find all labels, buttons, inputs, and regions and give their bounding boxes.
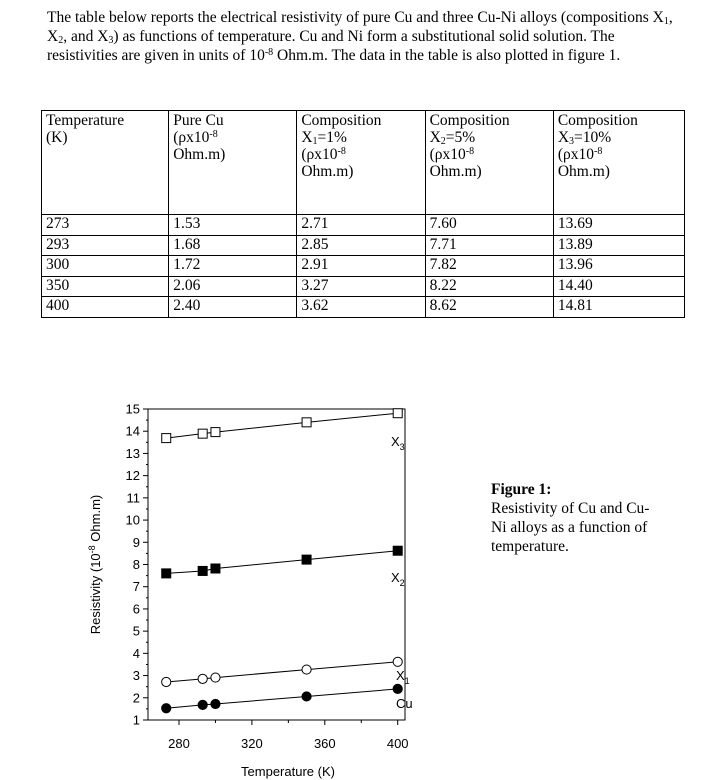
data-point-x3 bbox=[162, 434, 171, 443]
data-point-x1 bbox=[302, 665, 311, 674]
header-pure-cu: Pure Cu ($\rho x10^{-8}$ Ohm.m) bbox=[169, 111, 297, 215]
data-point-cu bbox=[198, 700, 207, 709]
table-row bbox=[42, 276, 685, 297]
header-x1: Composition $X_1=1\%$ ($\rho x10^{-8}$ Ohm.m) bbox=[297, 111, 425, 215]
data-point-cu bbox=[162, 704, 171, 713]
table-row bbox=[42, 215, 685, 236]
cell-x2: 7.60 bbox=[425, 215, 553, 236]
y-tick-label: 3 bbox=[132, 668, 140, 684]
cell-cu: 2.40 bbox=[169, 297, 297, 318]
data-point-cu bbox=[393, 684, 402, 693]
y-axis-label: Resistivity ($10^{-8}$ Ohm.m) bbox=[87, 494, 103, 635]
cell-temperature: 400 bbox=[42, 297, 169, 318]
cell-cu: 1.72 bbox=[169, 256, 297, 277]
y-tick-label: 11 bbox=[126, 490, 140, 506]
data-point-cu bbox=[302, 692, 311, 701]
y-tick-label: 9 bbox=[132, 534, 140, 550]
y-tick-label: 10 bbox=[125, 512, 140, 528]
y-tick-label: 13 bbox=[125, 445, 140, 461]
intro-paragraph: The table below reports the electrical resistivity of pure Cu and three Cu-Ni alloys (compositions $X_1$, $X_2$, and $X_3$) as functions of temperature. Cu and Ni form a substitutional solid solution. The resistivities are given in units of $10^{-8}$ Ohm.m. The data in the table is also plotted in figure 1. bbox=[47, 9, 673, 64]
cell-x1: 2.71 bbox=[297, 215, 425, 236]
caption-title: Figure 1: bbox=[491, 481, 552, 498]
cell-x3: 13.89 bbox=[553, 235, 684, 256]
table-row bbox=[42, 235, 685, 256]
table-row bbox=[42, 297, 685, 318]
cell-x3: 13.69 bbox=[553, 215, 684, 236]
cell-x1: 3.62 bbox=[297, 297, 425, 318]
table-row bbox=[42, 256, 685, 277]
data-point-x3 bbox=[211, 428, 220, 437]
cell-x3: 13.96 bbox=[553, 256, 684, 277]
x-tick-label: 360 bbox=[313, 736, 336, 751]
data-point-x2 bbox=[198, 566, 207, 575]
cell-x1: 2.91 bbox=[297, 256, 425, 277]
y-tick-label: 15 bbox=[125, 401, 140, 417]
x-tick-label: 320 bbox=[241, 736, 263, 751]
x-tick-label: 280 bbox=[168, 736, 190, 751]
series-label-x2: $X_2$ bbox=[391, 570, 405, 588]
resistivity-table bbox=[41, 110, 685, 318]
cell-temperature: 300 bbox=[42, 256, 169, 277]
x-axis-label: Temperature (K) bbox=[241, 764, 335, 779]
header-x2: Composition $X_2=5\%$ ($\rho x10^{-8}$ Ohm.m) bbox=[425, 111, 553, 215]
data-point-x1 bbox=[393, 657, 402, 666]
caption-body: Resistivity of Cu and Cu-Ni alloys as a function of temperature. bbox=[491, 500, 650, 555]
resistivity-chart bbox=[0, 390, 480, 780]
header-temperature: Temperature (K) bbox=[42, 111, 169, 215]
cell-x1: 2.85 bbox=[297, 235, 425, 256]
cell-cu: 2.06 bbox=[169, 276, 297, 297]
data-point-x3 bbox=[198, 429, 207, 438]
y-tick-label: 14 bbox=[125, 423, 140, 439]
cell-x2: 8.62 bbox=[425, 297, 553, 318]
series-label-x1: $X_1$ bbox=[396, 668, 410, 686]
y-tick-label: 6 bbox=[132, 601, 140, 617]
y-tick-label: 1 bbox=[132, 712, 140, 728]
series-label-x3: $X_3$ bbox=[391, 434, 405, 452]
plot-frame bbox=[148, 409, 405, 720]
y-tick-label: 12 bbox=[125, 468, 140, 484]
data-point-x1 bbox=[162, 677, 171, 686]
cell-x2: 8.22 bbox=[425, 276, 553, 297]
cell-cu: 1.53 bbox=[169, 215, 297, 236]
cell-x2: 7.71 bbox=[425, 235, 553, 256]
cell-x3: 14.40 bbox=[553, 276, 684, 297]
data-point-x2 bbox=[302, 555, 311, 564]
data-point-x3 bbox=[393, 409, 402, 418]
data-point-x1 bbox=[211, 673, 220, 682]
y-tick-label: 5 bbox=[132, 623, 140, 639]
figure-caption bbox=[491, 480, 651, 556]
data-point-cu bbox=[211, 699, 220, 708]
table-header-row bbox=[42, 111, 685, 215]
cell-temperature: 293 bbox=[42, 235, 169, 256]
data-point-x2 bbox=[162, 569, 171, 578]
cell-temperature: 273 bbox=[42, 215, 169, 236]
y-tick-label: 8 bbox=[132, 557, 140, 572]
y-tick-label: 4 bbox=[132, 645, 140, 661]
cell-cu: 1.68 bbox=[169, 235, 297, 256]
y-tick-label: 2 bbox=[132, 690, 140, 706]
x-tick-label: 400 bbox=[386, 736, 409, 751]
cell-x3: 14.81 bbox=[553, 297, 684, 318]
data-point-x2 bbox=[393, 546, 402, 555]
cell-x1: 3.27 bbox=[297, 276, 425, 297]
data-point-x1 bbox=[198, 674, 207, 683]
y-tick-label: 7 bbox=[132, 579, 140, 595]
data-point-x2 bbox=[211, 564, 220, 573]
header-x3: Composition $X_3=10\%$ ($\rho x10^{-8}$ Ohm.m) bbox=[553, 111, 684, 215]
cell-temperature: 350 bbox=[42, 276, 169, 297]
series-label-cu: Cu bbox=[396, 696, 413, 711]
cell-x2: 7.82 bbox=[425, 256, 553, 277]
data-point-x3 bbox=[302, 418, 311, 427]
